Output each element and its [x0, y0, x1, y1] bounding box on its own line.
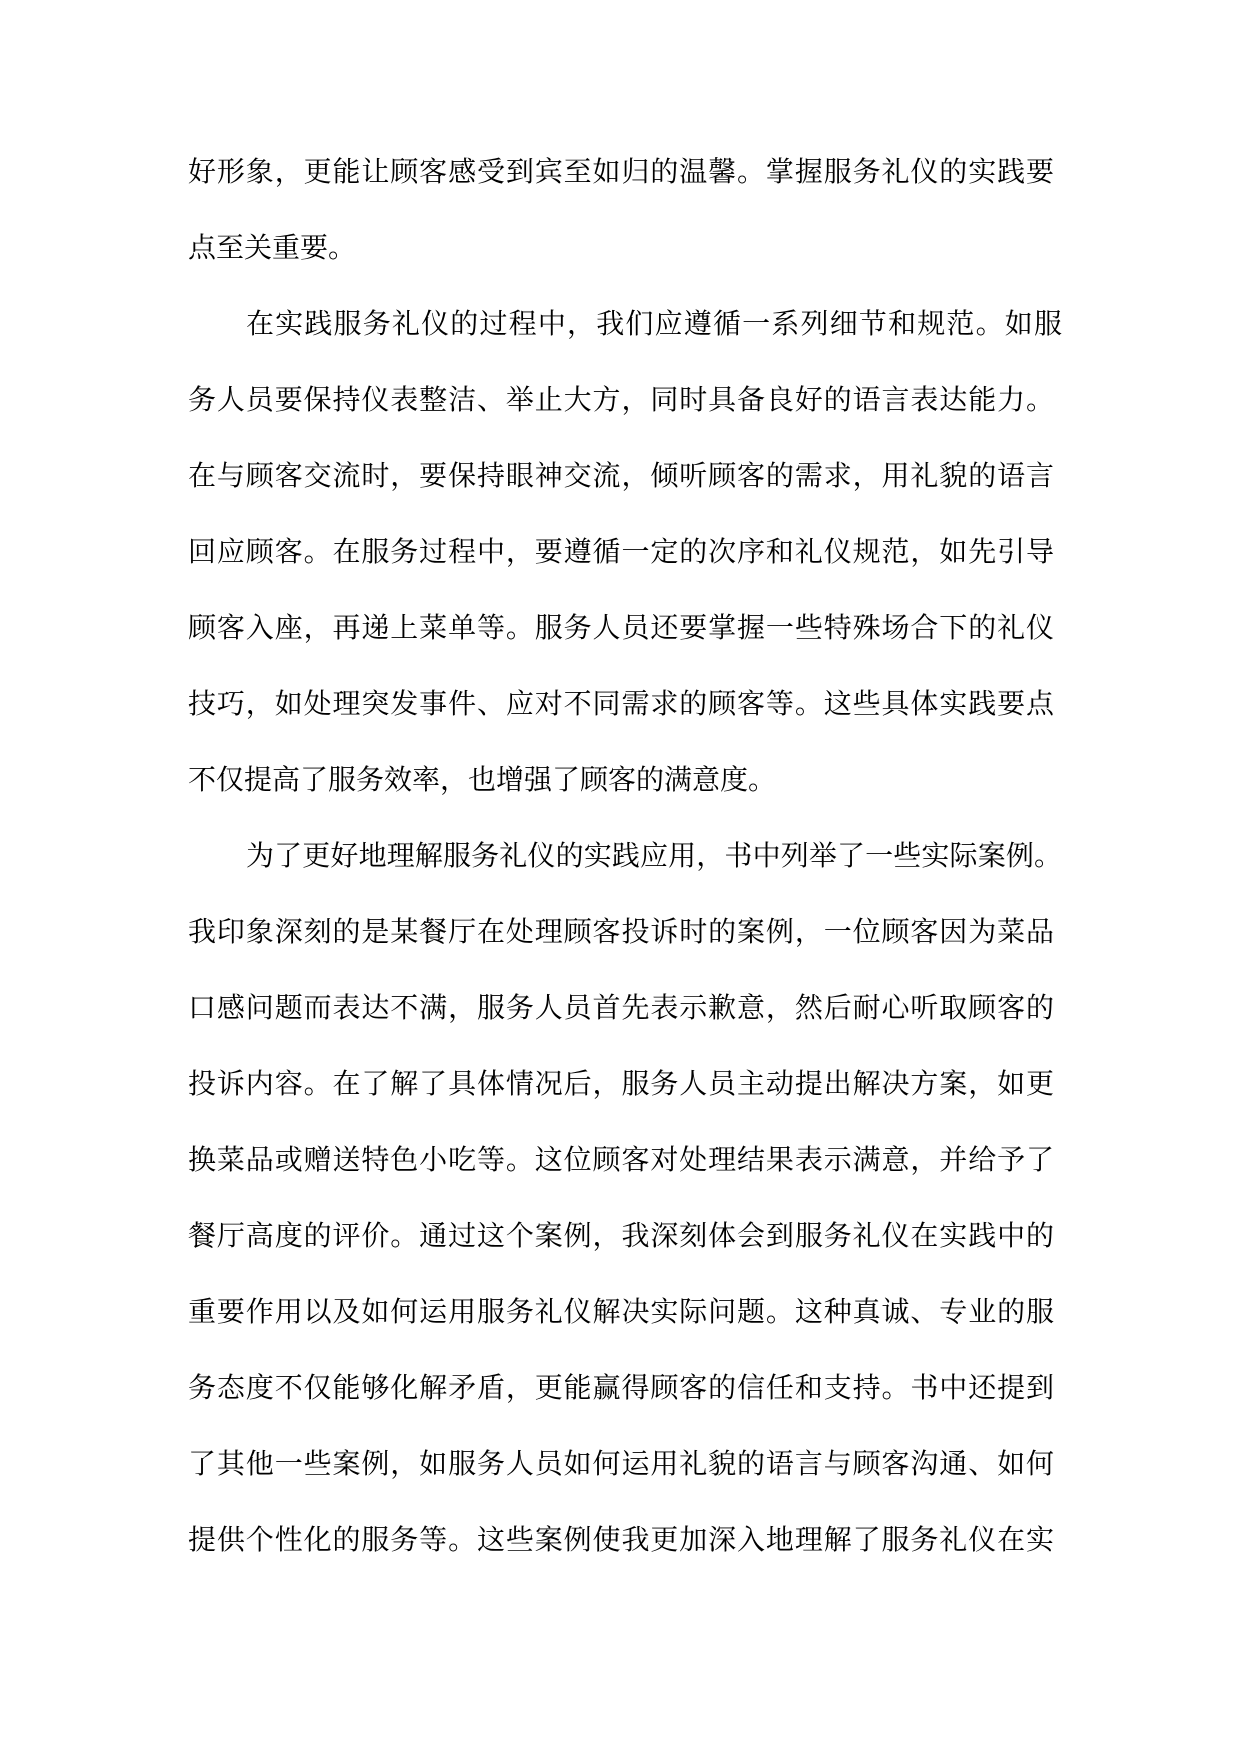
text-line: 了其他一些案例，如服务人员如何运用礼貌的语言与顾客沟通、如何 — [188, 1447, 1054, 1480]
text-line: 我印象深刻的是某餐厅在处理顾客投诉时的案例，一位顾客因为菜品 — [188, 915, 1054, 948]
text-line: 务人员要保持仪表整洁、举止大方，同时具备良好的语言表达能力。 — [188, 383, 1054, 416]
text-line: 好形象，更能让顾客感受到宾至如归的温馨。掌握服务礼仪的实践要 — [188, 155, 1054, 188]
text-line: 餐厅高度的评价。通过这个案例，我深刻体会到服务礼仪在实践中的 — [188, 1219, 1054, 1252]
text-line: 提供个性化的服务等。这些案例使我更加深入地理解了服务礼仪在实 — [188, 1523, 1054, 1556]
text-line: 重要作用以及如何运用服务礼仪解决实际问题。这种真诚、专业的服 — [188, 1295, 1054, 1328]
text-line: 投诉内容。在了解了具体情况后，服务人员主动提出解决方案，如更 — [188, 1067, 1054, 1100]
text-line: 技巧，如处理突发事件、应对不同需求的顾客等。这些具体实践要点 — [188, 687, 1054, 720]
text-line: 为了更好地理解服务礼仪的实践应用，书中列举了一些实际案例。 — [246, 839, 1062, 872]
text-line: 顾客入座，再递上菜单等。服务人员还要掌握一些特殊场合下的礼仪 — [188, 611, 1054, 644]
text-line: 在与顾客交流时，要保持眼神交流，倾听顾客的需求，用礼貌的语言 — [188, 459, 1054, 492]
paragraph-3 — [188, 818, 1062, 1578]
body-text — [188, 134, 1062, 1578]
text-line: 不仅提高了服务效率，也增强了顾客的满意度。 — [188, 763, 777, 796]
text-line: 换菜品或赠送特色小吃等。这位顾客对处理结果表示满意，并给予了 — [188, 1143, 1054, 1176]
text-line: 回应顾客。在服务过程中，要遵循一定的次序和礼仪规范，如先引导 — [188, 535, 1054, 568]
paragraph-2 — [188, 286, 1062, 818]
text-line: 口感问题而表达不满，服务人员首先表示歉意，然后耐心听取顾客的 — [188, 991, 1054, 1024]
text-line: 在实践服务礼仪的过程中，我们应遵循一系列细节和规范。如服 — [246, 307, 1062, 340]
paragraph-1 — [188, 134, 1054, 286]
text-line: 点至关重要。 — [188, 231, 357, 264]
text-line: 务态度不仅能够化解矛盾，更能赢得顾客的信任和支持。书中还提到 — [188, 1371, 1054, 1404]
